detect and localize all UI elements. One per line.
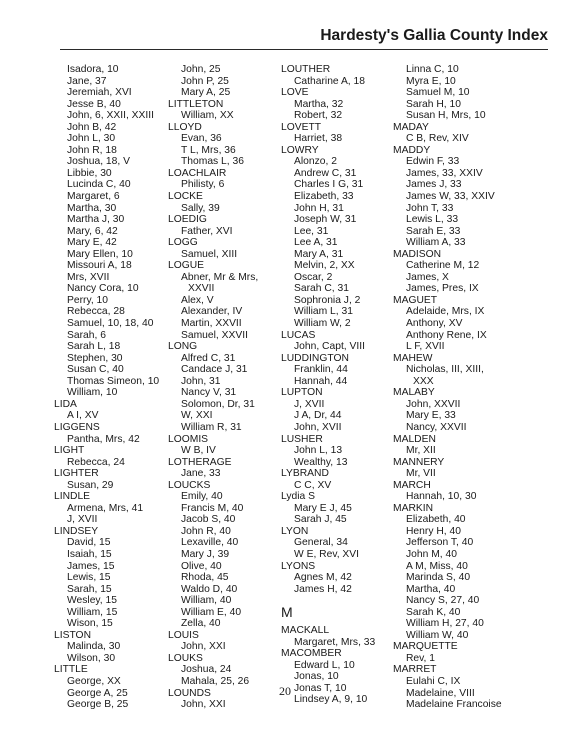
surname-heading: LYONS <box>281 560 316 572</box>
index-entry: Lexaville, 40 <box>181 537 239 549</box>
index-entry: James, 33, XXIV <box>406 167 483 179</box>
index-entry: John L, 13 <box>294 445 343 457</box>
index-entry: John H, 31 <box>294 202 344 214</box>
index-entry: Jesse B, 40 <box>67 98 121 110</box>
index-entry: Nancy Cora, 10 <box>67 283 139 295</box>
surname-heading: LOACHLAIR <box>168 167 227 179</box>
surname-heading: LIGHT <box>54 445 85 457</box>
surname-heading: LOVETT <box>281 121 322 133</box>
surname-heading: LYBRAND <box>281 468 329 480</box>
surname-heading: LYON <box>281 525 309 537</box>
surname-heading: LOEDIG <box>168 214 207 226</box>
surname-heading: LINDSEY <box>54 525 99 537</box>
index-entry: C C, XV <box>294 479 332 491</box>
index-entry: Isaiah, 15 <box>67 548 112 560</box>
surname-heading: LOUNDS <box>168 687 211 699</box>
surname-heading: MARKIN <box>393 502 434 514</box>
index-entry: Myra E, 10 <box>406 75 456 87</box>
surname-heading: MACOMBER <box>281 648 342 660</box>
index-entry: Sarah L, 18 <box>67 341 121 353</box>
index-entry: Malinda, 30 <box>67 641 121 653</box>
surname-heading: Lydia S <box>281 491 315 503</box>
index-entry: Rhoda, 45 <box>181 572 229 584</box>
surname-heading: MADISON <box>393 248 442 260</box>
index-entry: Martin, XXVII <box>181 318 242 330</box>
index-entry: Mary E J, 45 <box>294 502 352 514</box>
index-entry: Thomas L, 36 <box>181 156 244 168</box>
surname-heading: LOUCKS <box>168 479 211 491</box>
surname-heading: LOCKE <box>168 191 203 203</box>
index-column-3 <box>281 64 375 706</box>
surname-heading: LIDA <box>54 398 77 410</box>
index-entry: Sarah J, 45 <box>294 514 347 526</box>
index-entry: George, XX <box>67 675 121 687</box>
index-entry: George A, 25 <box>67 687 128 699</box>
index-entry: Edward L, 10 <box>294 659 355 671</box>
index-entry: Elizabeth, 33 <box>294 191 354 203</box>
index-entry: Emily, 40 <box>181 491 223 503</box>
index-entry: Margaret, Mrs, 33 <box>294 636 376 648</box>
index-entry: Jonas, 10 <box>294 671 339 683</box>
index-entry: Philisty, 6 <box>181 179 225 191</box>
index-entry: John, Capt, VIII <box>294 341 365 353</box>
index-entry: John R, 18 <box>67 144 117 156</box>
index-entry: Samuel, XIII <box>181 248 238 260</box>
surname-heading: LOGG <box>168 237 198 249</box>
surname-heading: LOGUE <box>168 260 205 272</box>
index-entry: Hannah, 44 <box>294 375 348 387</box>
index-entry: William, 15 <box>67 606 118 618</box>
index-entry: Charles I G, 31 <box>294 179 364 191</box>
index-entry: Susan C, 40 <box>67 364 124 376</box>
index-entry: William A, 33 <box>406 237 466 249</box>
index-entry: Lewis L, 33 <box>406 214 459 226</box>
index-entry: Catharine A, 18 <box>294 75 365 87</box>
surname-heading: LUPTON <box>281 387 323 399</box>
index-entry: James H, 42 <box>294 583 352 595</box>
surname-heading: LOUTHER <box>281 64 331 75</box>
index-entry: Stephen, 30 <box>67 352 123 364</box>
index-entry: Madelaine Francoise <box>406 699 502 711</box>
index-entry: Sally, 39 <box>181 202 220 214</box>
surname-heading: MANNERY <box>393 456 445 468</box>
index-entry: James, X <box>406 271 449 283</box>
index-entry: William, 40 <box>181 595 232 607</box>
index-entry: Susan, 29 <box>67 479 114 491</box>
index-entry: Anthony Rene, IX <box>406 329 487 341</box>
index-entry: J, XVII <box>67 514 98 526</box>
index-entry: John, 31 <box>181 375 221 387</box>
index-entry: John, XXI <box>181 641 226 653</box>
index-entry: Martha, 30 <box>67 202 117 214</box>
index-entry: Robert, 32 <box>294 110 343 122</box>
index-entry: Armena, Mrs, 41 <box>67 502 144 514</box>
index-entry: Jane, 37 <box>67 75 107 87</box>
surname-heading: LIGHTER <box>54 468 99 480</box>
index-entry: Adelaide, Mrs, IX <box>406 306 485 318</box>
index-entry: Missouri A, 18 <box>67 260 132 272</box>
index-entry: Mrs, XVII <box>67 271 110 283</box>
index-entry: Thomas Simeon, 10 <box>67 375 160 387</box>
surname-heading: LITTLE <box>54 664 88 676</box>
index-entry: Marinda S, 40 <box>406 572 471 584</box>
index-entry: Rebecca, 28 <box>67 306 125 318</box>
index-entry: Francis M, 40 <box>181 502 244 514</box>
index-entry: Madelaine, VIII <box>406 687 475 699</box>
index-entry: Samuel, XXVII <box>181 329 248 341</box>
index-entry: Solomon, Dr, 31 <box>181 398 255 410</box>
index-entry: W E, Rev, XVI <box>294 548 360 560</box>
index-column-1 <box>54 64 159 711</box>
index-entry: J A, Dr, 44 <box>294 410 342 422</box>
surname-heading: LISTON <box>54 629 92 641</box>
index-entry: John, 25 <box>181 64 221 75</box>
index-entry: Eulahi C, IX <box>406 675 461 687</box>
surname-heading: LUSHER <box>281 433 323 445</box>
index-entry: Perry, 10 <box>67 294 109 306</box>
index-entry: Libbie, 30 <box>67 167 112 179</box>
surname-heading: MALABY <box>393 387 435 399</box>
index-entry: Lindsey A, 9, 10 <box>294 694 368 706</box>
index-entry: Lewis, 15 <box>67 572 111 584</box>
index-entry: Joshua, 18, V <box>67 156 130 168</box>
index-entry: Candace J, 31 <box>181 364 248 376</box>
index-entry: John P, 25 <box>181 75 229 87</box>
index-entry: Joshua, 24 <box>181 664 232 676</box>
index-entry: Rev, 1 <box>406 652 435 664</box>
surname-heading: MARQUETTE <box>393 641 458 653</box>
surname-heading: LONG <box>168 341 198 353</box>
index-entry: Mary E, 42 <box>67 237 117 249</box>
index-entry: Waldo D, 40 <box>181 583 238 595</box>
index-entry: Martha, 32 <box>294 98 344 110</box>
surname-heading: LINDLE <box>54 491 91 503</box>
index-entry: Melvin, 2, XX <box>294 260 355 272</box>
index-entry: Jeremiah, XVI <box>67 87 132 99</box>
index-entry: Sophronia J, 2 <box>294 294 361 306</box>
index-entry: David, 15 <box>67 537 111 549</box>
index-entry: Mary A, 31 <box>294 248 344 260</box>
index-entry: Sarah, 15 <box>67 583 112 595</box>
index-entry: Wilson, 30 <box>67 652 116 664</box>
index-entry: Edwin F, 33 <box>406 156 460 168</box>
index-entry: Alfred C, 31 <box>181 352 236 364</box>
index-entry: Evan, 36 <box>181 133 222 145</box>
index-entry: Elizabeth, 40 <box>406 514 466 526</box>
letter-heading: M <box>281 604 293 621</box>
index-entry: Sarah K, 40 <box>406 606 461 618</box>
index-entry: William, XX <box>181 110 234 122</box>
index-entry: George B, 25 <box>67 699 129 711</box>
page-title: Hardesty's Gallia County Index <box>320 27 548 44</box>
index-entry: Harriet, 38 <box>294 133 343 145</box>
index-entry: Isadora, 10 <box>67 64 119 75</box>
index-entry: William W, 40 <box>406 629 469 641</box>
surname-heading: LOUKS <box>168 652 203 664</box>
index-entry: Henry H, 40 <box>406 525 461 537</box>
title-rule <box>60 49 548 50</box>
index-entry: Wesley, 15 <box>67 595 117 607</box>
index-entry: Sarah H, 10 <box>406 98 461 110</box>
index-entry: T L, Mrs, 36 <box>181 144 236 156</box>
index-entry: Jane, 33 <box>181 468 221 480</box>
index-entry: Agnes M, 42 <box>294 572 352 584</box>
index-entry: Alexander, IV <box>181 306 243 318</box>
index-entry: Rebecca, 24 <box>67 456 125 468</box>
index-entry: Jacob S, 40 <box>181 514 236 526</box>
index-entry: James, 15 <box>67 560 115 572</box>
index-entry: A I, XV <box>67 410 99 422</box>
index-entry: Jefferson T, 40 <box>406 537 474 549</box>
index-entry: Zella, 40 <box>181 618 221 630</box>
index-entry: Wison, 15 <box>67 618 113 630</box>
index-entry: Father, XVI <box>181 225 233 237</box>
surname-heading: MARCH <box>393 479 431 491</box>
index-entry: Franklin, 44 <box>294 364 348 376</box>
surname-heading: MADDY <box>393 144 431 156</box>
surname-heading: MAHEW <box>393 352 433 364</box>
index-column-4 <box>393 64 502 711</box>
index-entry: Wealthy, 13 <box>294 456 348 468</box>
surname-heading: LUDDINGTON <box>281 352 349 364</box>
index-column-2 <box>168 64 258 711</box>
index-entry: Pantha, Mrs, 42 <box>67 433 140 445</box>
index-entry: Alonzo, 2 <box>294 156 337 168</box>
surname-heading: LOOMIS <box>168 433 209 445</box>
surname-heading: LIGGENS <box>54 421 100 433</box>
index-entry: Oscar, 2 <box>294 271 333 283</box>
index-entry: William L, 31 <box>294 306 353 318</box>
page-number: 20 <box>279 684 291 698</box>
surname-heading: LOVE <box>281 87 309 99</box>
index-entry: Mary J, 39 <box>181 548 230 560</box>
index-entry: Margaret, 6 <box>67 191 120 203</box>
index-entry: Mahala, 25, 26 <box>181 675 250 687</box>
index-entry: William, 10 <box>67 387 118 399</box>
index-entry: J, XVII <box>294 398 325 410</box>
index-entry: Nancy S, 27, 40 <box>406 595 480 607</box>
index-entry: Susan H, Mrs, 10 <box>406 110 486 122</box>
index-entry: C B, Rev, XIV <box>406 133 469 145</box>
index-entry: General, 34 <box>294 537 348 549</box>
index-entry: Lucinda C, 40 <box>67 179 131 191</box>
index-entry: Mary E, 33 <box>406 410 456 422</box>
index-entry: Mr, VII <box>406 468 436 480</box>
index-entry: Mary, 6, 42 <box>67 225 118 237</box>
index-entry: W, XXI <box>181 410 213 422</box>
index-entry: Lee, 31 <box>294 225 329 237</box>
index-entry: James J, 33 <box>406 179 462 191</box>
index-entry: William R, 31 <box>181 421 242 433</box>
surname-heading: MALDEN <box>393 433 436 445</box>
index-entry: Nancy, XXVII <box>406 421 467 433</box>
index-entry: Samuel, 10, 18, 40 <box>67 318 154 330</box>
index-entry: William H, 27, 40 <box>406 618 484 630</box>
index-entry: Andrew C, 31 <box>294 167 357 179</box>
index-entry: Mary Ellen, 10 <box>67 248 133 260</box>
index-entry: John B, 42 <box>67 121 117 133</box>
index-entry: Martha J, 30 <box>67 214 125 226</box>
index-entry: John T, 33 <box>406 202 454 214</box>
surname-heading: LITTLETON <box>168 98 224 110</box>
surname-heading: MAGUET <box>393 294 438 306</box>
index-entry: XXX <box>413 375 434 387</box>
surname-heading: LOWRY <box>281 144 319 156</box>
index-entry: Sarah, 6 <box>67 329 106 341</box>
index-entry: Hannah, 10, 30 <box>406 491 477 503</box>
index-entry: William W, 2 <box>294 318 351 330</box>
index-entry: Samuel M, 10 <box>406 87 470 99</box>
surname-heading: LUCAS <box>281 329 316 341</box>
index-entry: Mr, XII <box>406 445 436 457</box>
index-entry: Martha, 40 <box>406 583 456 595</box>
index-entry: Joseph W, 31 <box>294 214 357 226</box>
index-entry: Alex, V <box>181 294 214 306</box>
index-entry: John, XVII <box>294 421 342 433</box>
index-entry: Sarah C, 31 <box>294 283 349 295</box>
index-entry: William E, 40 <box>181 606 242 618</box>
index-entry: John, 6, XXII, XXIII <box>67 110 154 122</box>
index-entry: Abner, Mr & Mrs, <box>181 271 259 283</box>
index-entry: Nancy V, 31 <box>181 387 237 399</box>
index-entry: John, XXI <box>181 699 226 711</box>
surname-heading: MACKALL <box>281 625 330 637</box>
surname-heading: LOUIS <box>168 629 199 641</box>
index-entry: Olive, 40 <box>181 560 222 572</box>
index-entry: L F, XVII <box>406 341 445 353</box>
surname-heading: LLOYD <box>168 121 202 133</box>
surname-heading: MADAY <box>393 121 429 133</box>
index-entry: John L, 30 <box>67 133 116 145</box>
index-entry: Sarah E, 33 <box>406 225 461 237</box>
index-entry: W B, IV <box>181 445 216 457</box>
index-entry: John M, 40 <box>406 548 457 560</box>
index-entry: XXVII <box>188 283 215 295</box>
index-entry: Lee A, 31 <box>294 237 338 249</box>
surname-heading: MARRET <box>393 664 437 676</box>
surname-heading: LOTHERAGE <box>168 456 232 468</box>
index-entry: James, Pres, IX <box>406 283 479 295</box>
index-entry: Nicholas, III, XIII, <box>406 364 484 376</box>
index-entry: Jonas T, 10 <box>294 682 347 694</box>
index-entry: Catherine M, 12 <box>406 260 480 272</box>
index-entry: Anthony, XV <box>406 318 463 330</box>
index-entry: John, XXVII <box>406 398 461 410</box>
index-entry: Linna C, 10 <box>406 64 459 75</box>
index-entry: James W, 33, XXIV <box>406 191 495 203</box>
index-entry: Mary A, 25 <box>181 87 231 99</box>
index-entry: A M, Miss, 40 <box>406 560 468 572</box>
index-entry: John R, 40 <box>181 525 231 537</box>
